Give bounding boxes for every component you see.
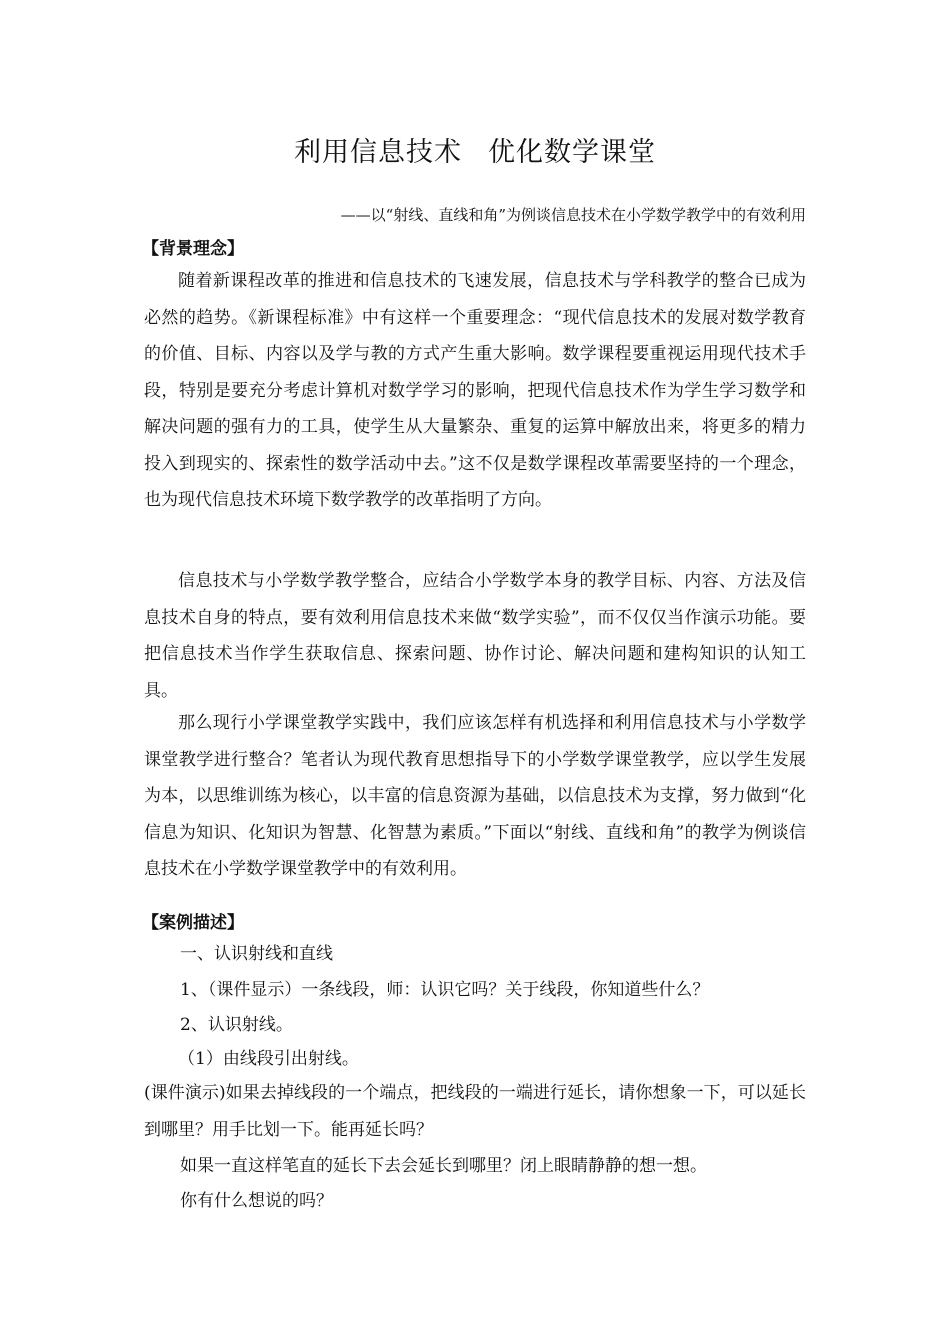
title-part-1: 利用信息技术 bbox=[294, 137, 462, 168]
paragraph-background-1: 随着新课程改革的推进和信息技术的飞速发展，信息技术与学科教学的整合已成为必然的趋势。《新课程标准》中有这样一个重要理念：“现代信息技术的发展对数学教育的价值、目标、内容以及学与教的方式产生重大影响。数学课程要重视运用现代技术手段，特别是要充分考虑计算机对数学学习的影响，把现代信息技术作为学生学习数学和解决问题的强有力的工具，使学生从大量繁杂、重复的运算中解放出来，将更多的精力投入到现实的、探索性的数学活动中去。”这不仅是数学课程改革需要坚持的一个理念，也为现代信息技术环境下数学教学的改革指明了方向。 bbox=[144, 271, 806, 510]
title-part-2: 优化数学课堂 bbox=[488, 137, 656, 168]
document-subtitle: ——以“射线、直线和角”为例谈信息技术在小学数学教学中的有效利用 bbox=[340, 206, 806, 224]
case-line-2: 1、（课件显示）一条线段，师：认识它吗？关于线段，你知道些什么？ bbox=[180, 980, 710, 1000]
section-heading-case: 【案例描述】 bbox=[142, 913, 244, 933]
case-line-7: 你有什么想说的吗？ bbox=[180, 1191, 333, 1211]
case-line-4: （1）由线段引出射线。 bbox=[178, 1049, 359, 1069]
document-title bbox=[0, 130, 950, 169]
section-heading-background: 【背景理念】 bbox=[142, 239, 244, 259]
case-line-3: 2、认识射线。 bbox=[180, 1015, 293, 1035]
paragraph-background-2: 信息技术与小学数学教学整合，应结合小学数学本身的教学目标、内容、方法及信息技术自身的特点，要有效利用信息技术来做“数学实验”，而不仅仅当作演示功能。要把信息技术当作学生获取信息、探索问题、协作讨论、解决问题和建构知识的认知工具。 bbox=[144, 571, 806, 701]
case-paragraph-5: (课件演示)如果去掉线段的一个端点，把线段的一端进行延长，请你想象一下，可以延长到哪里？用手比划一下。能再延长吗？ bbox=[144, 1083, 806, 1140]
case-line-1: 一、认识射线和直线 bbox=[180, 944, 333, 964]
paragraph-background-3: 那么现行小学课堂教学实践中，我们应该怎样有机选择和利用信息技术与小学数学课堂教学进行整合？笔者认为现代教育思想指导下的小学数学课堂教学，应以学生发展为本，以思维训练为核心，以丰富的信息资源为基础，以信息技术为支撑，努力做到“化信息为知识、化知识为智慧、化智慧为素质。”下面以“射线、直线和角”的教学为例谈信息技术在小学数学课堂教学中的有效利用。 bbox=[144, 713, 806, 879]
case-line-6: 如果一直这样笔直的延长下去会延长到哪里？闭上眼睛静静的想一想。 bbox=[180, 1156, 707, 1176]
